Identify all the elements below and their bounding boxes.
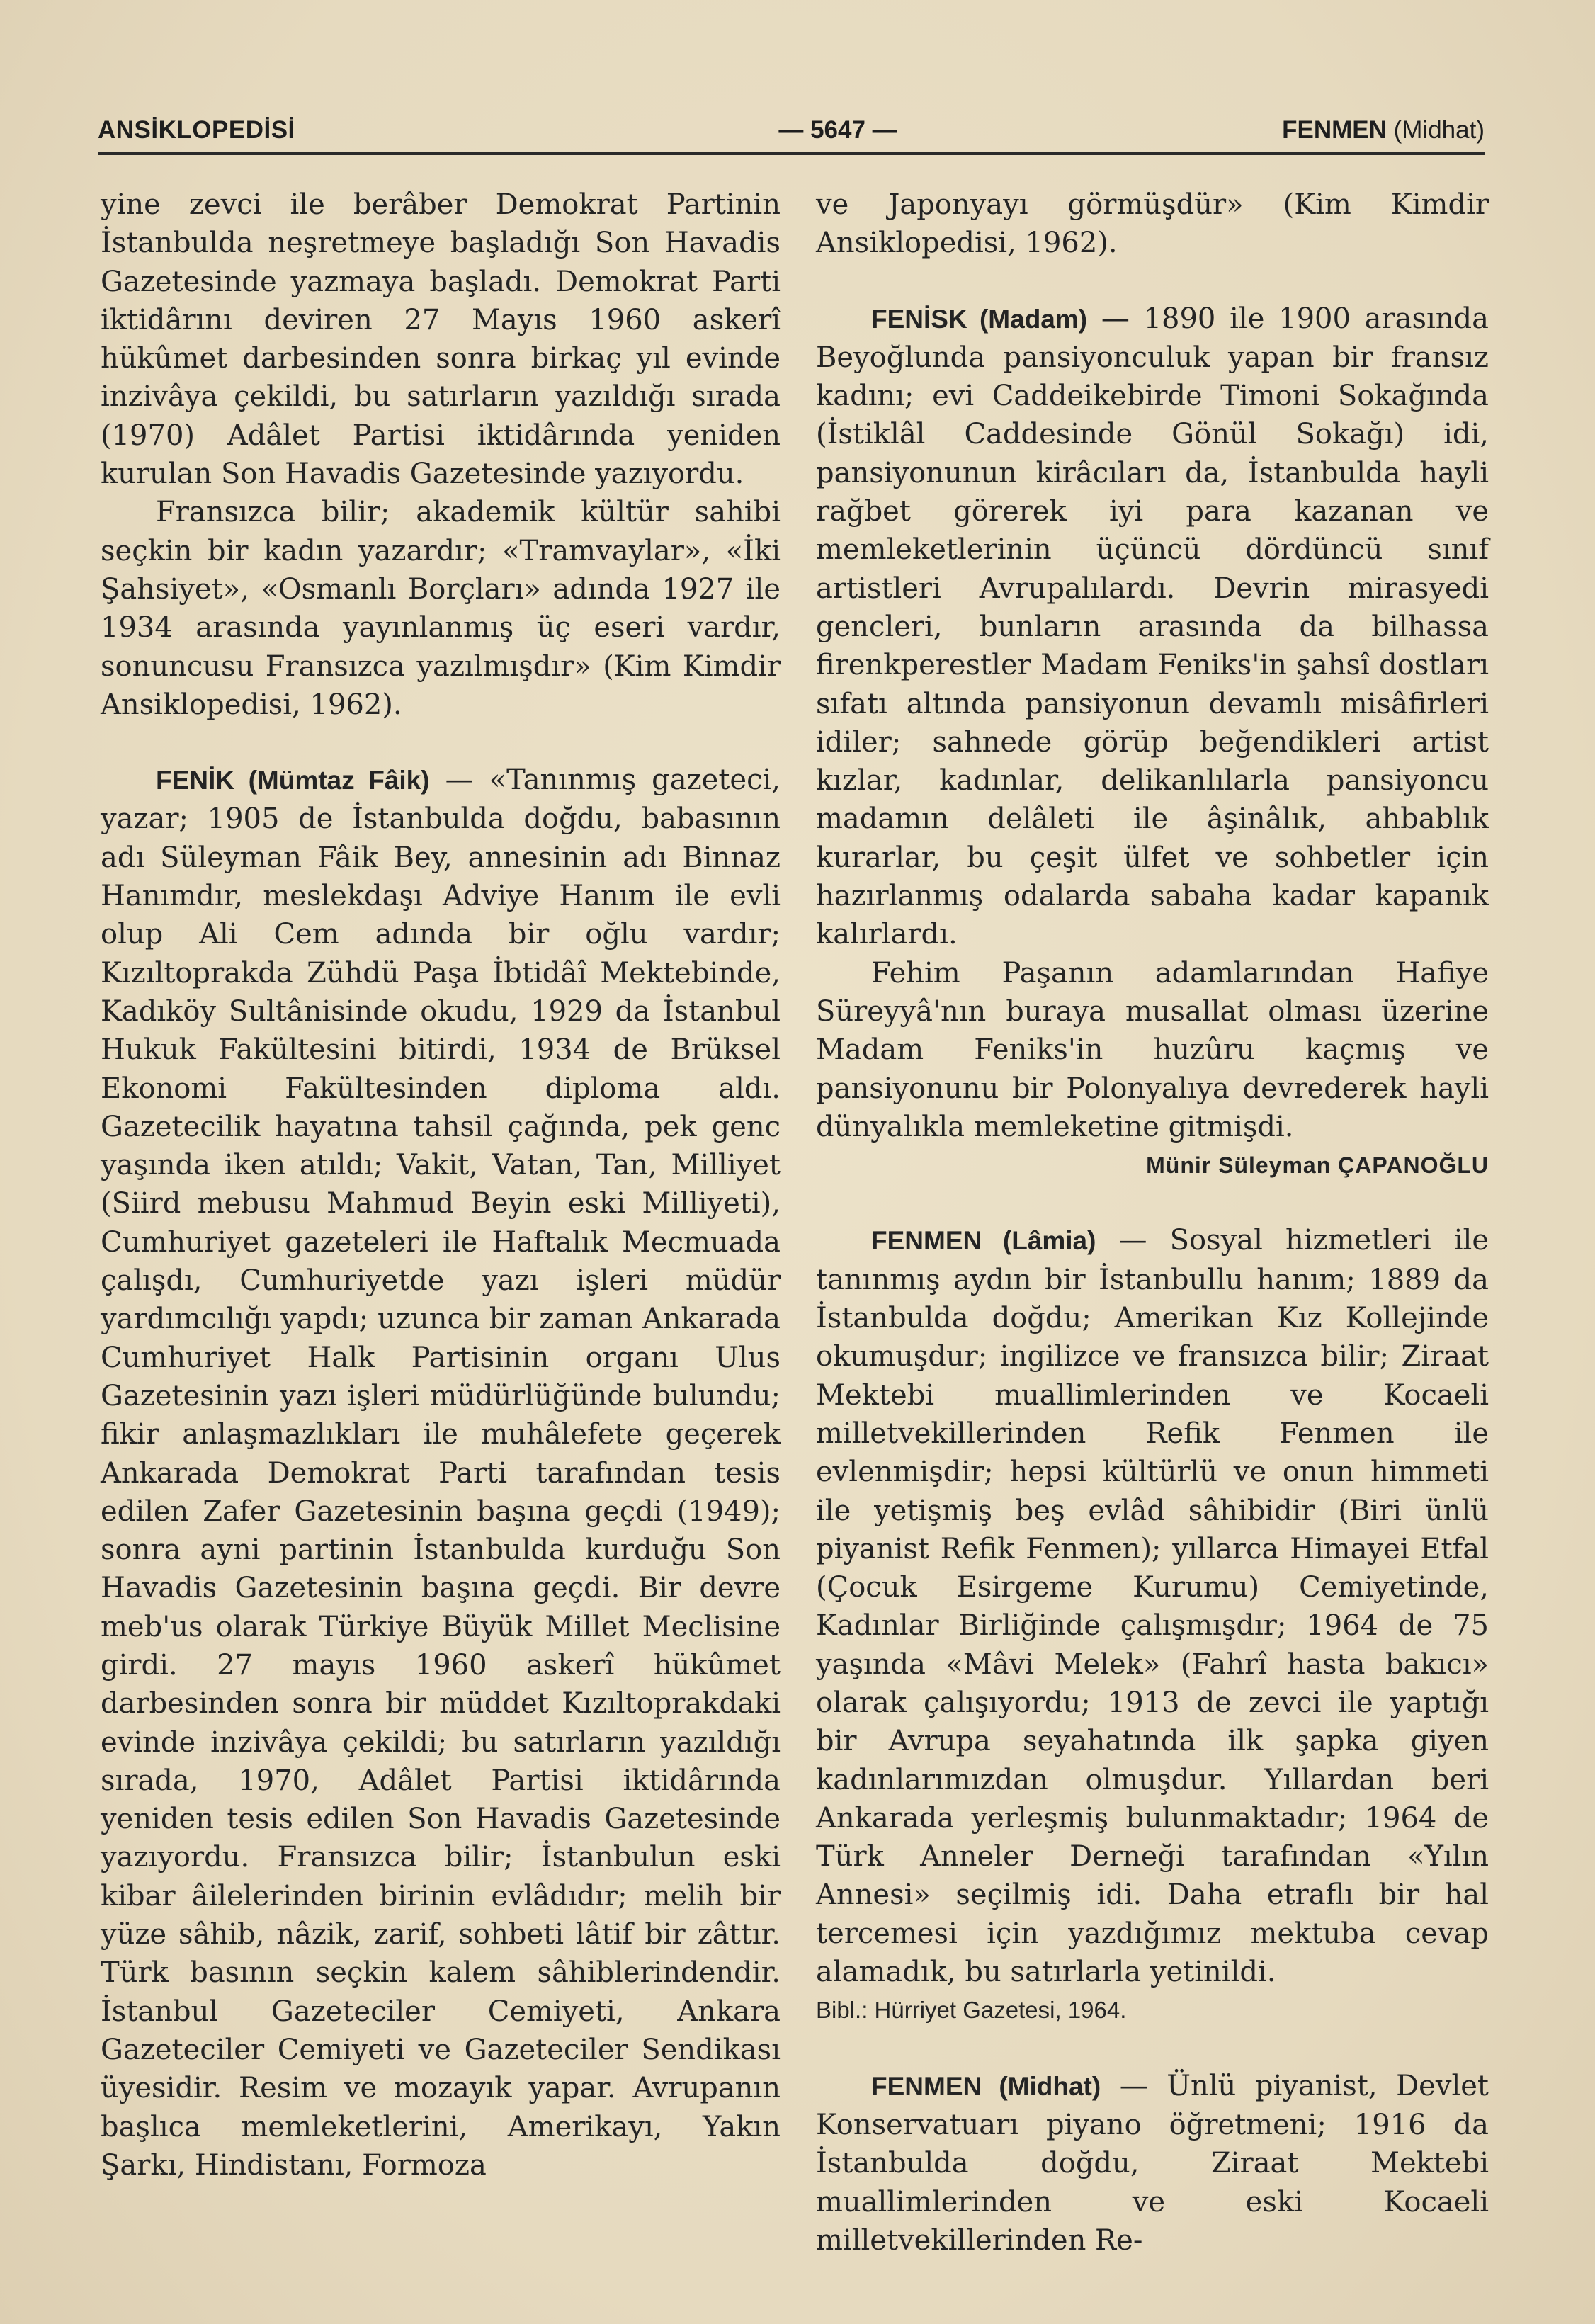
running-title: ANSİKLOPEDİSİ: [98, 116, 295, 144]
entry-body: — «Tanınmış gazeteci, yazar; 1905 de İstanbulda doğdu, babasının adı Süleyman Fâik Bey, annesinin adı Binnaz Hanımdır, meslekdaşı Adviye Hanım ile evli olup Ali Cem adında bir oğlu vardır; Kızıltoprakda Zühdü Paşa İbtidâî Mektebinde, Kadıköy Sultânisinde okudu, 1929 da İstanbul Hukuk Fakültesini bitirdi, 1934 de Brüksel Ekonomi Fakültesinden diploma aldı. Gazetecilik hayatına tahsil çağında, pek genc yaşında iken atıldı; Vakit, Vatan, Tan, Milliyet (Siird mebusu Mahmud Beyin eski Milliyeti), Cumhuriyet gazeteleri ile Haftalık Mecmuada çalışdı, Cumhuriyetde yazı işleri müdür yardımcılığı yapdı; uzunca bir zaman Ankarada Cumhuriyet Halk Partisinin organı Ulus Gazetesinin yazı işleri müdürlüğünde bulundu; fikir anlaşmazlıkları ile muhâlefete geçerek Ankarada Demokrat Parti tarafından tesis edilen Zafer Gazetesinin başına geçdi (1949); sonra ayni partinin İstanbulda kurduğu Son Havadis Gazetesinin başına geçdi. Bir devre meb'us olarak Türkiye Büyük Millet Meclisine girdi. 27 mayıs 1960 askerî hükûmet darbesinden sonra bir müddet Kızıltoprakdaki evinde inzivâya çekildi; bu satırların yazıldığı sırada, 1970, Adâlet Partisi iktidârında yeniden tesis edilen Son Havadis Gazetesinde yazıyordu. Fransızca bilir; İstanbulun eski kibar âilelerinden birinin evlâdıdır; melih bir yüze sâhib, nâzik, zarif, sohbeti lâtif bir zâttır. Türk basının seçkin kalem sâhiblerindendir. İstanbul Gazeteciler Cemiyeti, Ankara Gazeteciler Cemiyeti ve Gazeteciler Sendikası üyesidir. Resim ve mozayık yapar. Avrupanın başlıca memleketlerini, Amerikayı, Yakın Şarkı, Hindistanı, Formoza: [101, 764, 781, 2182]
entry-headword: FENİK (Mümtaz Fâik): [156, 766, 430, 795]
bibliography: Bibl.: Hürriyet Gazetesi, 1964.: [816, 1997, 1127, 2024]
entry-body: — Sosyal hizmetleri ile tanınmış aydın bir İstanbullu hanım; 1889 da İstanbulda doğdu; Amerikan Kız Kollejinde okumuşdur; ingilizce ve fransızca bilir; Ziraat Mektebi muallimlerinden ve Kocaeli milletvekillerinden Refik Fenmen ile evlenmişdir; hepsi kültürlü ve onun himmeti ile yetişmiş beş evlâd sâhibidir (Biri ünlü piyanist Refik Fenmen); yıllarca Himayei Etfal (Çocuk Esirgeme Kurumu) Cemiyetinde, Kadınlar Birliğinde çalışmışdır; 1964 de 75 yaşında «Mâvi Melek» (Fahrî hasta bakıcı» olarak çalışıyordu; 1913 de zevci ile yaptığı bir Avrupa seyahatında ilk şapka giyen kadınlarımızdan olmuşdur. Yıllardan beri Ankarada yerleşmiş bulunmaktadır; 1964 de Türk Anneler Derneği tarafından «Yılın Annesi» seçilmiş idi. Daha etraflı bir hal tercemesi için yazdığımız mektuba cevap alamadık, bu satırlarla yetinildi.: [816, 1224, 1489, 1989]
running-entry-paren: (Midhat): [1393, 116, 1485, 144]
entry-body: — Ünlü piyanist, Devlet Konservatuarı piyano öğretmeni; 1916 da İstanbulda doğdu, Ziraat Mektebi muallimlerinden ve eski Kocaeli milletvekillerinden Re-: [816, 2069, 1489, 2257]
running-entry: [1282, 116, 1485, 144]
page-header: [98, 112, 1485, 154]
paragraph: Fehim Paşanın adamlarından Hafiye Süreyyâ'nın buraya musallat olması üzerine Madam Feniks'in huzûru kaçmış ve pansiyonunu bir Polonyalıya devrederek hayli dünyalıkla memleketine gitmişdi.: [816, 956, 1489, 1143]
page-number: — 5647 —: [778, 116, 897, 144]
entry-fenik: [101, 761, 781, 2184]
right-column: [816, 186, 1489, 2260]
author-signature: Münir Süleyman ÇAPANOĞLU: [1146, 1152, 1489, 1179]
left-column: [101, 186, 781, 2184]
entry-headword: FENMEN (Lâmia): [871, 1226, 1096, 1256]
entry-fenisk: [816, 300, 1489, 954]
entry-headword: FENİSK (Madam): [871, 304, 1088, 334]
running-entry-name: FENMEN: [1282, 116, 1387, 144]
paragraph: ve Japonyayı görmüşdür» (Kim Kimdir Ansiklopedisi, 1962).: [816, 188, 1489, 260]
header-rule: [98, 152, 1485, 155]
entry-fenmen-lamia: [816, 1221, 1489, 1991]
entry-body: — 1890 ile 1900 arasında Beyoğlunda pansiyonculuk yapan bir fransız kadını; evi Caddeikebirde Timoni Sokağında (İstiklâl Caddesinde Gönül Sokağı) idi, pansiyonunun kirâcıları da, İstanbulda hayli rağbet görerek iyi para kazanan ve memleketlerinin üçüncü dördüncü sınıf artistleri Avrupalılardı. Devrin mirasyedi gencleri, bunların arasında da bilhassa firenkperestler Madam Feniks'in şahsî dostları sıfatı altında pansiyonun devamlı misâfirleri idiler; sahnede görüp beğendikleri artist kızlar, kadınlar, delikanlılarla pansiyoncu madamın delâleti ile âşinâlık, ahbablık kurarlar, bu çeşit ülfet ve sohbetler için hazırlanmış odalarda sabaha kadar kapanık kalırlardı.: [816, 302, 1489, 951]
entry-fenmen-midhat: [816, 2067, 1489, 2260]
paragraph: Fransızca bilir; akademik kültür sahibi seçkin bir kadın yazardır; «Tramvaylar», «İki Şahsiyet», «Osmanlı Borçları» adında 1927 ile 1934 arasında yayınlanmış üç eseri vardır, sonuncusu Fransızca yazılmışdır» (Kim Kimdir Ansiklopedisi, 1962).: [101, 496, 781, 721]
entry-headword: FENMEN (Midhat): [871, 2071, 1101, 2101]
paragraph: yine zevci ile berâber Demokrat Partinin İstanbulda neşretmeye başladığı Son Havadis Gazetesinde yazmaya başladı. Demokrat Parti iktidârını deviren 27 Mayıs 1960 askerî hükûmet darbesinden sonra birkaç yıl evinde inzivâya çekildi, bu satırların yazıldığı sırada (1970) Adâlet Partisi iktidârında yeniden kurulan Son Havadis Gazetesinde yazıyordu.: [101, 188, 781, 491]
